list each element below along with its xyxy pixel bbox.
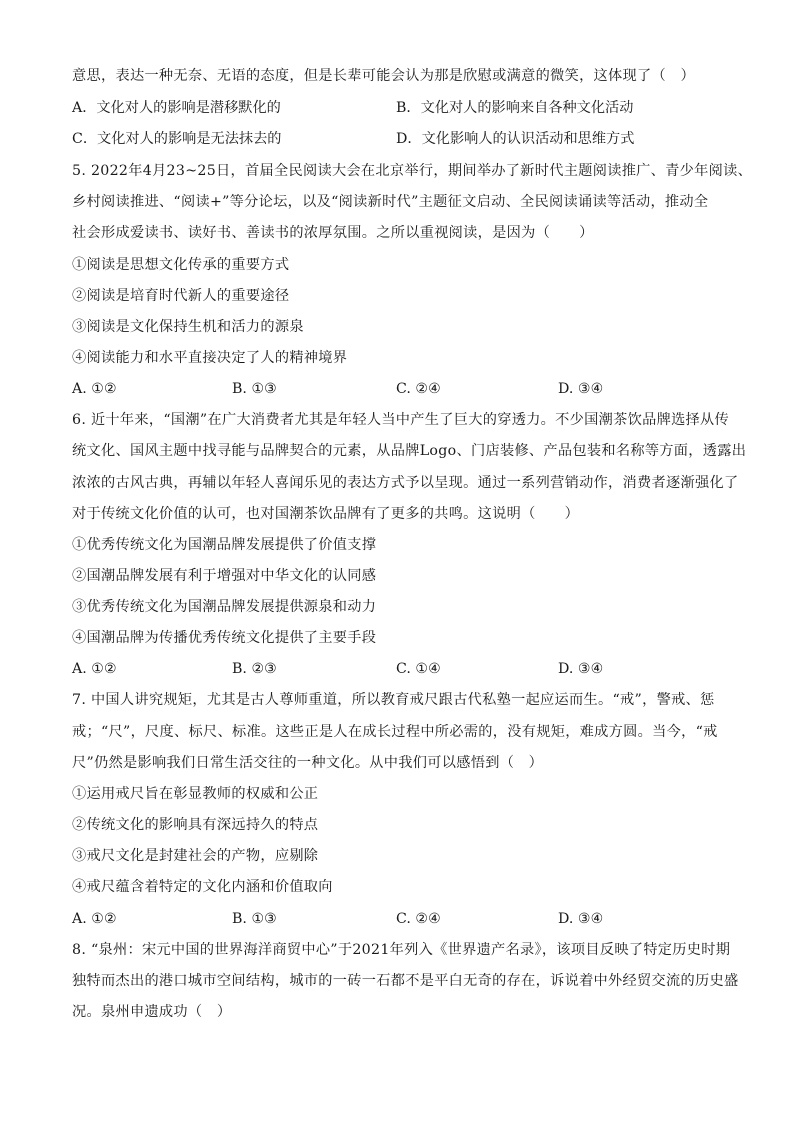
q5-stem-line: 乡村阅读推进、“阅读+”等分论坛，以及“阅读新时代”主题征文启动、全民阅读诵读等活动，推动全 [72,194,709,210]
q8-stem-line: 况。泉州申遗成功（ ） [72,1004,232,1020]
q4-stem-continuation: 意思，表达一种无奈、无语的态度，但是长辈可能会认为那是欣慰或满意的微笑，这体现了（ ） [72,68,695,84]
q6-stem-line: 浓浓的古风古典，再辅以年轻人喜闻乐见的表达方式予以呈现。通过一系列营销动作，消费者逐渐强化了 [72,475,739,491]
q6-stem-line: 6. 近十年来，“国潮”在广大消费者尤其是年轻人当中产生了巨大的穿透力。不少国潮茶饮品牌选择从传 [72,412,730,428]
q7-option-d: D. ③④ [558,911,604,927]
q7-option-a: A. ①② [72,911,117,927]
q5-option-a: A. ①② [72,381,117,397]
q7-option-c: C. ②④ [396,911,441,927]
q5-option-d: D. ③④ [558,381,604,397]
q6-statement: ③优秀传统文化为国潮品牌发展提供源泉和动力 [72,599,377,615]
q5-statement: ③阅读是文化保持生机和活力的源泉 [72,319,304,335]
q4-option-a: A．文化对人的影响是潜移默化的 [72,100,281,116]
q7-stem-line: 7. 中国人讲究规矩，尤其是古人尊师重道，所以教育戒尺跟古代私塾一起应运而生。“戒”，警戒、惩 [72,692,715,708]
q7-statement: ③戒尺文化是封建社会的产物，应剔除 [72,848,319,864]
q5-stem-line: 社会形成爱读书、读好书、善读书的浓厚氛围。之所以重视阅读，是因为（ ） [72,225,594,241]
q5-statement: ①阅读是思想文化传承的重要方式 [72,257,290,273]
q7-statement: ①运用戒尺旨在彰显教师的权威和公正 [72,786,319,802]
q7-stem-line: 尺”仍然是影响我们日常生活交往的一种文化。从中我们可以感悟到（ ） [72,755,544,771]
q6-option-a: A. ①② [72,661,117,677]
q5-option-b: B. ①③ [232,381,277,397]
q5-option-c: C. ②④ [396,381,441,397]
q6-option-c: C. ①④ [396,661,441,677]
q8-stem-line: 独特而杰出的港口城市空间结构，城市的一砖一石都不是平白无奇的存在，诉说着中外经贸交流的历史盛 [72,973,739,989]
q6-statement: ②国潮品牌发展有利于增强对中华文化的认同感 [72,568,377,584]
q6-stem-line: 对于传统文化价值的认可，也对国潮茶饮品牌有了更多的共鸣。这说明（ ） [72,506,580,522]
q4-option-d: D．文化影响人的认识活动和思维方式 [396,131,635,147]
q5-statement: ②阅读是培育时代新人的重要途径 [72,288,290,304]
q7-statement: ②传统文化的影响具有深远持久的特点 [72,817,319,833]
q5-stem-line: 5. 2022年4月23~25日，首届全民阅读大会在北京举行，期间举办了新时代主题阅读推广、青少年阅读、 [72,163,753,179]
q8-stem-line: 8. “泉州：宋元中国的世界海洋商贸中心”于2021年列入《世界遗产名录》，该项目反映了特定历史时期 [72,942,731,958]
q4-option-c: C．文化对人的影响是无法抹去的 [72,131,282,147]
q7-statement: ④戒尺蕴含着特定的文化内涵和价值取向 [72,879,333,895]
q6-stem-line: 统文化、国风主题中找寻能与品牌契合的元素，从品牌Logo、门店装修、产品包装和名称等方面，透露出 [72,443,747,459]
q6-statement: ④国潮品牌为传播优秀传统文化提供了主要手段 [72,630,377,646]
q7-stem-line: 戒；“尺”，尺度、标尺、标准。这些正是人在成长过程中所必需的，没有规矩，难成方圆。当今，“戒 [72,724,718,740]
q6-option-b: B. ②③ [232,661,277,677]
q6-statement: ①优秀传统文化为国潮品牌发展提供了价值支撑 [72,537,377,553]
q4-option-b: B．文化对人的影响来自各种文化活动 [396,100,634,116]
q6-option-d: D. ③④ [558,661,604,677]
q5-statement: ④阅读能力和水平直接决定了人的精神境界 [72,350,348,366]
q7-option-b: B. ①③ [232,911,277,927]
